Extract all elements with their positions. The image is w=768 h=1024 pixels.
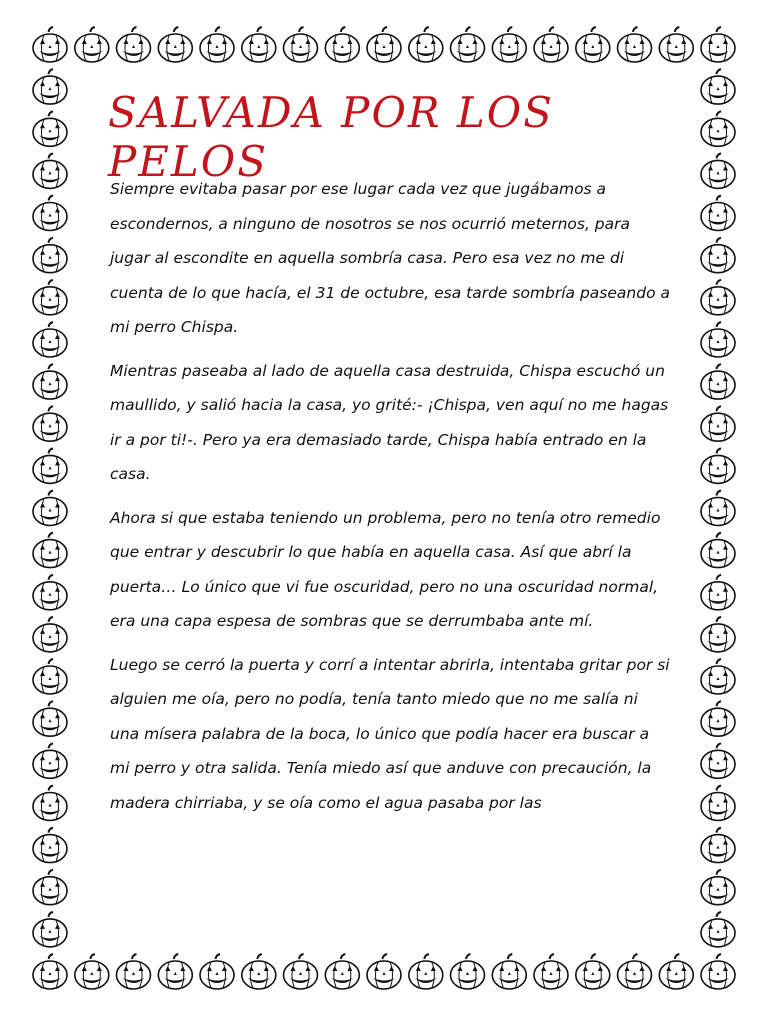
jack-o-lantern-icon (284, 27, 318, 62)
jack-o-lantern-icon (284, 954, 318, 989)
jack-o-lantern-icon (534, 27, 568, 62)
page-title: SALVADA POR LOS PELOS (108, 88, 554, 186)
jack-o-lantern-icon (701, 912, 735, 947)
jack-o-lantern-icon (701, 533, 735, 568)
jack-o-lantern-icon (75, 27, 109, 62)
jack-o-lantern-icon (33, 280, 67, 315)
jack-o-lantern-icon (33, 954, 67, 989)
jack-o-lantern-icon (33, 27, 67, 62)
jack-o-lantern-icon (33, 491, 67, 526)
jack-o-lantern-icon (701, 575, 735, 610)
jack-o-lantern-icon (33, 533, 67, 568)
jack-o-lantern-icon (451, 27, 485, 62)
jack-o-lantern-icon (701, 153, 735, 188)
jack-o-lantern-icon (701, 954, 735, 989)
jack-o-lantern-icon (492, 27, 526, 62)
jack-o-lantern-icon (33, 828, 67, 863)
jack-o-lantern-icon (701, 280, 735, 315)
jack-o-lantern-icon (701, 364, 735, 399)
jack-o-lantern-icon (33, 448, 67, 483)
jack-o-lantern-icon (701, 701, 735, 736)
jack-o-lantern-icon (117, 954, 151, 989)
jack-o-lantern-icon (618, 954, 652, 989)
jack-o-lantern-icon (33, 406, 67, 441)
jack-o-lantern-icon (701, 322, 735, 357)
paragraph: Siempre evitaba pasar por ese lugar cada vez que jugábamos a escondernos, a ninguno de nosotros se nos ocurrió meternos, para jugar al escondite en aquella sombría casa. Pero esa vez no me di cuenta de lo que hacía, el 31 de octubre, esa tarde sombría paseando a mi perro Chispa. (110, 180, 670, 336)
jack-o-lantern-icon (534, 954, 568, 989)
jack-o-lantern-icon (158, 27, 192, 62)
jack-o-lantern-icon (576, 27, 610, 62)
jack-o-lantern-icon (492, 954, 526, 989)
jack-o-lantern-icon (659, 27, 693, 62)
jack-o-lantern-icon (242, 954, 276, 989)
jack-o-lantern-icon (701, 69, 735, 104)
jack-o-lantern-icon (33, 322, 67, 357)
jack-o-lantern-icon (117, 27, 151, 62)
jack-o-lantern-icon (33, 701, 67, 736)
jack-o-lantern-icon (158, 954, 192, 989)
jack-o-lantern-icon (75, 954, 109, 989)
jack-o-lantern-icon (33, 69, 67, 104)
jack-o-lantern-icon (33, 912, 67, 947)
jack-o-lantern-icon (701, 491, 735, 526)
jack-o-lantern-icon (325, 27, 359, 62)
jack-o-lantern-icon (33, 364, 67, 399)
jack-o-lantern-icon (33, 870, 67, 905)
jack-o-lantern-icon (367, 27, 401, 62)
jack-o-lantern-icon (701, 238, 735, 273)
jack-o-lantern-icon (576, 954, 610, 989)
jack-o-lantern-icon (200, 954, 234, 989)
story-text (110, 172, 670, 829)
jack-o-lantern-icon (701, 870, 735, 905)
jack-o-lantern-icon (701, 786, 735, 821)
jack-o-lantern-icon (701, 196, 735, 231)
jack-o-lantern-icon (618, 27, 652, 62)
jack-o-lantern-icon (33, 786, 67, 821)
jack-o-lantern-icon (409, 27, 443, 62)
paragraph: Luego se cerró la puerta y corrí a intentar abrirla, intentaba gritar por si alguien me oía, pero no podía, tenía tanto miedo que no me salía ni una mísera palabra de la boca, lo único que podía hacer era buscar a mi perro y otra salida. Tenía miedo así que anduve con precaución, la madera chirriaba, y se oía como el agua pasaba por las (110, 655, 670, 812)
jack-o-lantern-icon (33, 575, 67, 610)
jack-o-lantern-icon (242, 27, 276, 62)
paragraph: Mientras paseaba al lado de aquella casa destruida, Chispa escuchó un maullido, y salió hacia la casa, yo grité:- ¡Chispa, ven aquí no me hagas ir a por ti!-. Pero ya era demasiado tarde, Chispa había entrado en la casa. (110, 361, 669, 483)
jack-o-lantern-icon (325, 954, 359, 989)
jack-o-lantern-icon (409, 954, 443, 989)
jack-o-lantern-icon (701, 111, 735, 146)
jack-o-lantern-icon (701, 406, 735, 441)
jack-o-lantern-icon (451, 954, 485, 989)
jack-o-lantern-icon (659, 954, 693, 989)
jack-o-lantern-icon (33, 659, 67, 694)
jack-o-lantern-icon (33, 153, 67, 188)
jack-o-lantern-icon (33, 238, 67, 273)
jack-o-lantern-icon (701, 27, 735, 62)
jack-o-lantern-icon (200, 27, 234, 62)
jack-o-lantern-icon (33, 111, 67, 146)
paragraph: Ahora si que estaba teniendo un problema, pero no tenía otro remedio que entrar y descubrir lo que había en aquella casa. Así que abrí la puerta… Lo único que vi fue oscuridad, pero no una oscuridad normal, era una capa espesa de sombras que se derrumbaba ante mí. (110, 508, 661, 630)
jack-o-lantern-icon (33, 743, 67, 778)
jack-o-lantern-icon (367, 954, 401, 989)
jack-o-lantern-icon (33, 617, 67, 652)
jack-o-lantern-icon (33, 196, 67, 231)
jack-o-lantern-icon (701, 448, 735, 483)
jack-o-lantern-icon (701, 743, 735, 778)
jack-o-lantern-icon (701, 659, 735, 694)
jack-o-lantern-icon (701, 828, 735, 863)
jack-o-lantern-icon (701, 617, 735, 652)
